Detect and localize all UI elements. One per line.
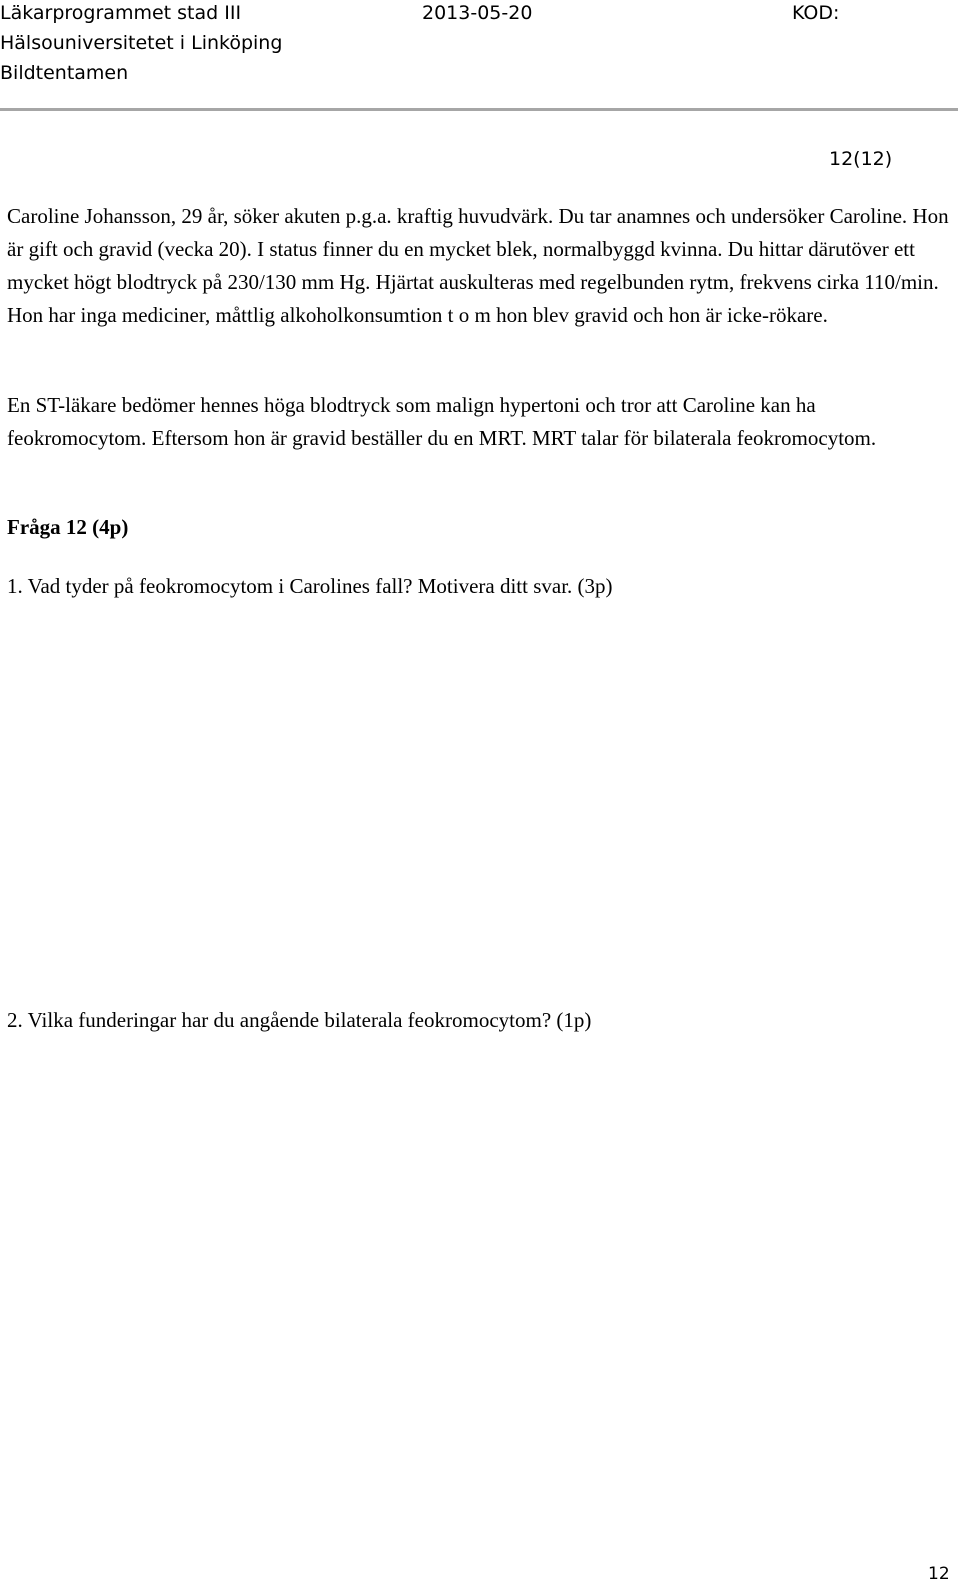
case-paragraph-1: Caroline Johansson, 29 år, söker akuten p.g.a. kraftig huvudvärk. Du tar anamnes och undersöker Caroline. Hon är gift och gravid (vecka 20). I status finner du en mycket blek, normalbyggd kvinna. Du hittar därutöver ett mycket högt blodtryck på 230/130 mm Hg. Hjärtat auskulteras med regelbunden rytm, frekvens cirka 110/min. Hon har inga mediciner, måttlig alkoholkonsumtion t o m hon blev gravid och hon är icke-rökare.: [7, 204, 949, 327]
page-label: 12(12): [829, 148, 893, 170]
header-date: 2013-05-20: [422, 2, 533, 24]
question-1: 1. Vad tyder på feokromocytom i Carolines fall? Motivera ditt svar. (3p): [7, 574, 613, 598]
header-university: Hälsouniversitetet i Linköping: [0, 32, 283, 54]
footer-page-number: 12: [928, 1564, 950, 1584]
header-program: Läkarprogrammet stad III: [0, 2, 242, 24]
case-paragraph-2: En ST-läkare bedömer hennes höga blodtryck som malign hypertoni och tror att Caroline kan ha feokromocytom. Eftersom hon är gravid beställer du en MRT. MRT talar för bilaterala feokromocytom.: [7, 393, 877, 450]
header-exam: Bildtentamen: [0, 62, 129, 84]
question-heading: Fråga 12 (4p): [7, 515, 129, 539]
header-divider: [0, 108, 958, 111]
header-code-label: KOD:: [792, 2, 840, 24]
question-2: 2. Vilka funderingar har du angående bilaterala feokromocytom? (1p): [7, 1008, 592, 1032]
